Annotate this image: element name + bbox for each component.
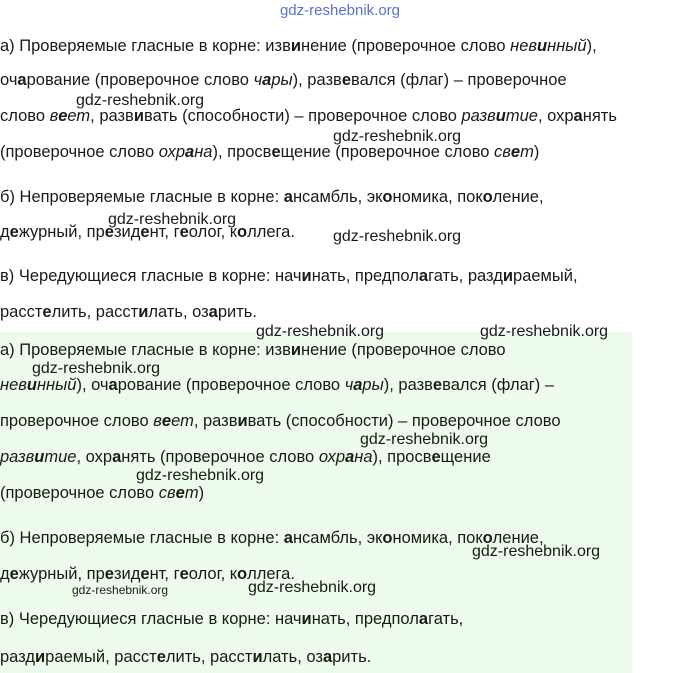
block2-line-4: развитие, охранять (проверочное слово охрана), просвещение bbox=[0, 448, 491, 466]
block1-line-2: очарование (проверочное слово чары), развевался (флаг) – проверочное bbox=[0, 71, 567, 89]
watermark: gdz-reshebnik.org bbox=[76, 92, 205, 109]
block2-line-8: в) Чередующиеся гласные в корне: начинать, предполагать, bbox=[0, 610, 464, 628]
block2-line-6: б) Непроверяемые гласные в корне: ансамбль, экономика, поколение, bbox=[0, 529, 544, 547]
block1-line-8: расстелить, расстилать, озарить. bbox=[0, 303, 257, 321]
watermark: gdz-reshebnik.org bbox=[136, 467, 265, 484]
watermark: gdz-reshebnik.org bbox=[333, 128, 462, 145]
watermark: gdz-reshebnik.org bbox=[480, 323, 609, 340]
watermark: gdz-reshebnik.org bbox=[72, 583, 169, 597]
watermark: gdz-reshebnik.org bbox=[108, 211, 237, 228]
block2-line-1: а) Проверяемые гласные в корне: извинение (проверочное слово bbox=[0, 341, 506, 359]
block2-line-5: (проверочное слово свет) bbox=[0, 484, 205, 502]
block1-line-5: б) Непроверяемые гласные в корне: ансамбль, экономика, поколение, bbox=[0, 188, 544, 206]
watermark: gdz-reshebnik.org bbox=[32, 360, 161, 377]
watermark: gdz-reshebnik.org bbox=[472, 543, 601, 560]
block1-line-3: слово веет, развивать (способности) – проверочное слово развитие, охранять bbox=[0, 107, 617, 125]
block1-line-4: (проверочное слово охрана), просвещение (проверочное слово свет) bbox=[0, 143, 540, 161]
block2-line-7: дежурный, президент, геолог, коллега. bbox=[0, 565, 295, 583]
site-header-watermark: gdz-reshebnik.org bbox=[279, 2, 401, 19]
watermark: gdz-reshebnik.org bbox=[248, 579, 377, 596]
watermark: gdz-reshebnik.org bbox=[360, 431, 489, 448]
block2-line-9: раздираемый, расстелить, расстилать, озарить. bbox=[0, 648, 372, 666]
watermark: gdz-reshebnik.org bbox=[256, 323, 385, 340]
block2-line-3: проверочное слово веет, развивать (способности) – проверочное слово bbox=[0, 412, 561, 430]
watermark: gdz-reshebnik.org bbox=[333, 228, 462, 245]
block1-line-1: а) Проверяемые гласные в корне: извинение (проверочное слово невинный), bbox=[0, 37, 597, 55]
block1-line-6: дежурный, президент, геолог, коллега. bbox=[0, 223, 295, 241]
block1-line-7: в) Чередующиеся гласные в корне: начинать, предполагать, раздираемый, bbox=[0, 267, 578, 285]
block2-line-2: невинный), очарование (проверочное слово чары), развевался (флаг) – bbox=[0, 376, 555, 394]
